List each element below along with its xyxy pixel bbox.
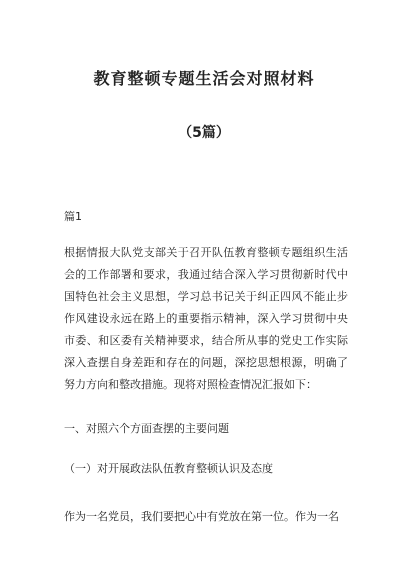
section-heading: 一、对照六个方面查摆的主要问题 — [64, 422, 229, 435]
document-title: 教育整顿专题生活会对照材料 — [93, 69, 315, 88]
section-label: 篇1 — [64, 210, 82, 223]
body-paragraph-2: 作为一名党员，我们要把心中有党放在第一位。作为一名 — [64, 510, 339, 523]
subsection-heading: （一）对开展政法队伍教育整顿认识及态度 — [64, 462, 273, 475]
body-paragraph: 根据情报大队党支部关于召开队伍教育整顿专题组织生活会的工作部署和要求，我通过结合深入学习贯彻新时代中国特色社会主义思想，学习总书记关于纠正四风不能止步作风建设永远在路上的重要指示精神，深入学习贯彻中央市委、和区委有关精神要求，结合所从事的党史工作实际深入查摆自身差距和存在的问题，深挖思想根源，明确了努力方向和整改措施。现将对照检查情况汇报如下： — [64, 246, 348, 391]
document-subtitle: （5篇） — [178, 125, 230, 141]
